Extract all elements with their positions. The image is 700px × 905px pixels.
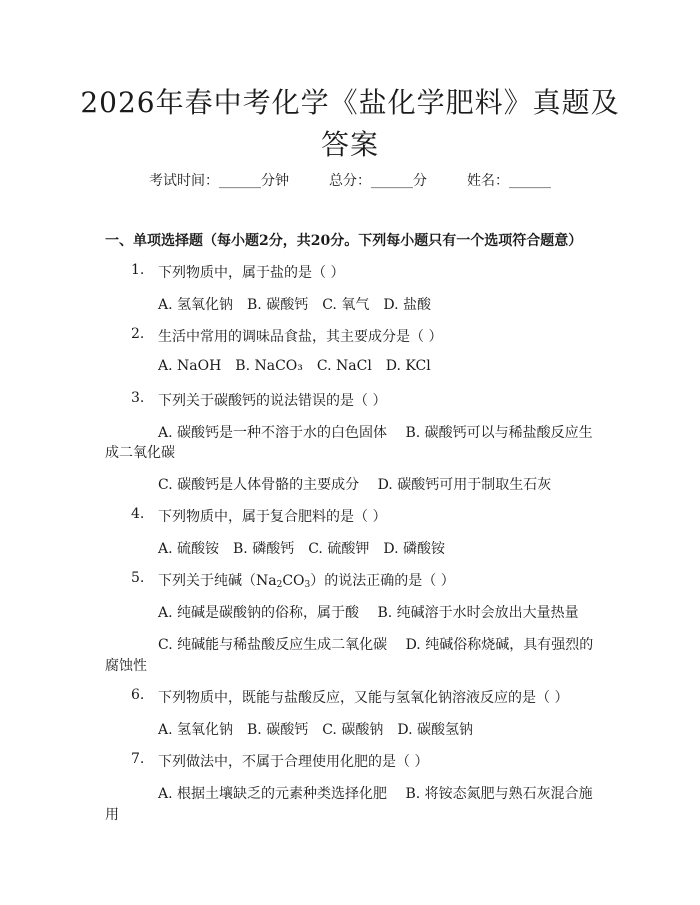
question-options-line: A. 根据土壤缺乏的元素种类选择化肥 B. 将铵态氮肥与熟石灰混合施: [158, 786, 593, 802]
question-number: 3.: [131, 390, 145, 406]
option-c: C. 硫酸钾: [308, 541, 370, 557]
question-options-line: A. 纯碱是碳酸钠的俗称，属于酸 B. 纯碱溶于水时会放出大量热量: [158, 605, 579, 621]
question-text: [158, 570, 455, 590]
option-d: D. KCl: [385, 358, 431, 374]
option-b: B. 碳酸钙: [247, 722, 309, 738]
option-a: A. 硫酸铵: [158, 541, 220, 557]
question-number: 1.: [131, 262, 145, 278]
question-number: 2.: [131, 326, 145, 342]
page-title: 2026年春中考化学《盐化学肥料》真题及答案: [80, 86, 620, 161]
question-number: 4.: [131, 506, 145, 522]
question-options-line: C. 碳酸钙是人体骨骼的主要成分 D. 碳酸钙可用于制取生石灰: [158, 477, 552, 493]
exam-info-line: [0, 170, 700, 190]
option-c: C. 碳酸钠: [322, 722, 384, 738]
question-number: 6.: [131, 687, 145, 703]
option-c: C. NaCl: [316, 358, 372, 374]
question-text: 下列物质中，属于复合肥料的是（ ）: [158, 509, 387, 525]
question-text-pre: 下列关于纯碱（Na: [158, 573, 277, 589]
question-text-post: ）的说法正确的是（ ）: [310, 573, 455, 589]
exam-time-field: 考试时间：______分钟: [149, 173, 289, 189]
total-score-field: 总分：______分: [329, 173, 427, 189]
question-options: [158, 719, 487, 739]
option-c: C. 氧气: [322, 297, 370, 313]
question-number: 7.: [131, 751, 145, 767]
question-options-line: A. 碳酸钙是一种不溶于水的白色固体 B. 碳酸钙可以与稀盐酸反应生: [158, 425, 593, 441]
option-a: A. 氢氧化钠: [158, 297, 234, 313]
student-name-field: 姓名：______: [467, 173, 551, 189]
option-d: D. 磷酸铵: [383, 541, 445, 557]
option-b: B. 碳酸钙: [247, 297, 309, 313]
question-text: 下列做法中，不属于合理使用化肥的是（ ）: [158, 754, 429, 770]
option-a: A. NaOH: [158, 358, 222, 374]
question-text: 下列关于碳酸钙的说法错误的是（ ）: [158, 393, 387, 409]
question-options-wrap: 用: [105, 807, 119, 823]
option-b: B. NaCO₃: [235, 358, 303, 374]
option-b: B. 磷酸钙: [233, 541, 295, 557]
question-text: 下列物质中，属于盐的是（ ）: [158, 265, 345, 281]
question-options: [158, 538, 459, 558]
question-text: 生活中常用的调味品食盐，其主要成分是（ ）: [158, 329, 443, 345]
question-number: 5.: [131, 570, 145, 586]
question-options-wrap: 腐蚀性: [105, 658, 147, 674]
question-options-wrap: 成二氧化碳: [105, 445, 175, 461]
question-text-mid: CO: [282, 573, 305, 589]
option-a: A. 氢氧化钠: [158, 722, 234, 738]
subscript: 2: [276, 580, 283, 590]
option-d: D. 碳酸氢钠: [397, 722, 473, 738]
section-heading: 一、单项选择题（每小题2分，共20分。下列每小题只有一个选项符合题意）: [105, 233, 583, 249]
question-options: [158, 358, 445, 374]
option-d: D. 盐酸: [383, 297, 431, 313]
question-options-line: C. 纯碱能与稀盐酸反应生成二氧化碳 D. 纯碱俗称烧碱，具有强烈的: [158, 637, 594, 653]
question-text: 下列物质中，既能与盐酸反应，又能与氢氧化钠溶液反应的是（ ）: [158, 690, 569, 706]
question-options: [158, 294, 445, 314]
subscript: 3: [304, 580, 311, 590]
